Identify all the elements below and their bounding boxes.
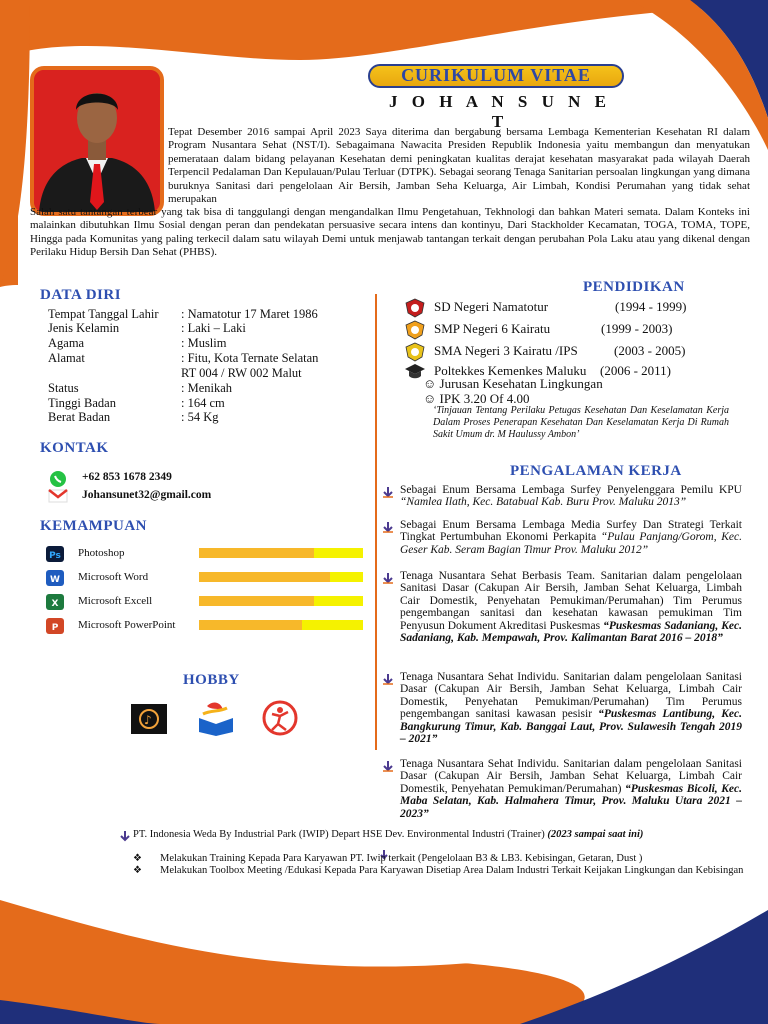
photoshop-icon xyxy=(45,545,65,563)
experience-text: Sebagai Enum Bersama Lembaga Surfey Penyelenggara Pemilu KPU xyxy=(400,484,742,496)
excel-icon xyxy=(45,593,65,611)
experience-text: Tenaga Nusantara Sehat Berbasis Team. Sanitarian dalam pengelolaan Sanitasi Dasar (Cakupan Air Bersih, Jamban Sehat Keluarga, Limbah Cair Domestik, Penyehatan Pemukiman/Perumahan) Tim Perumus pengembangan sanitasi dan kesehatan kawasan pemukiman Tim Penyusun Dokument Akreditasi Puskesmas xyxy=(400,570,742,632)
intro-paragraph-2: Salah satu tantangan terbear yang tak bisa di tanggulangi dengan mengandalkan Ilmu Pengetahuan, Tekhnologi dan bahkan Materi semata. Dalam Konteks ini malainkan dibutuhkan Ilmu Sosial dengan peran dan pendekatan persuasive secara intens dan kontinyu, Dari Stackholder Kecamatan, TOGA, TOMA, TOPE, Hingga pada Komunitas yang paling terkecil dalam satu wilayah Demi untuk menjawab tantangan terkait dengan perubahan Pola Laku atau yang dikenal dengan Perilaku Hidup Bersih Dan Sehat (PHBS). xyxy=(30,206,750,259)
personal-data-row xyxy=(48,366,378,381)
kontak-heading: KONTAK xyxy=(40,440,109,456)
experience-location: “Puskesmas Bicoli, Kec. Maba Selatan, Kab. Halmahera Timur, Prov. Maluku Utara 2021 – 2023” xyxy=(400,782,742,820)
iwip-bullet-text: Melakukan Training Kepada Para Karyawan PT. Iwip terkait (Pengelolaan B3 & LB3. Kebisingan, Getaran, Dust ) xyxy=(160,853,643,864)
personal-data-row xyxy=(48,307,378,322)
profile-photo xyxy=(30,66,164,216)
school-logo-icon xyxy=(404,320,426,340)
personal-data-label: Agama xyxy=(48,336,85,350)
experience-text: Tenaga Nusantara Sehat Individu. Sanitarian dalam pengelolaan Sanitasi Dasar (Cakupan Air Bersih, Jamban Sehat Keluarga, Limbah Cair Domestik, Penyehatan Pemukiman/Perumahan) xyxy=(400,758,742,795)
skill-level-fill xyxy=(199,572,330,582)
school-logo-icon xyxy=(404,342,426,362)
personal-data-label: Tinggi Badan xyxy=(48,396,116,410)
personal-data-row xyxy=(48,351,378,366)
education-years: (1994 - 1999) xyxy=(615,299,687,314)
experience-location: “Puskesmas Sadaniang, Kec. Sadaniang, Kab. Mempawah, Prov. Kalimantan Barat 2016 – 2018” xyxy=(400,619,742,645)
education-years: (2003 - 2005) xyxy=(614,343,686,358)
personal-data-value: : Muslim xyxy=(180,336,227,350)
arrow-bullet-icon xyxy=(382,485,394,497)
personal-data-value: : Namatotur 17 Maret 1986 xyxy=(180,307,318,321)
iwip-title: PT. Indonesia Weda By Industrial Park (IWIP) Depart HSE Dev. Environmental Industri (Trainer) xyxy=(133,829,545,840)
personal-data-label: Jenis Kelamin xyxy=(48,321,120,335)
personal-data-row xyxy=(48,396,378,411)
whatsapp-icon xyxy=(48,470,68,488)
education-years: (1999 - 2003) xyxy=(601,321,673,336)
education-school: SD Negeri Namatotur xyxy=(434,299,549,314)
powerpoint-icon xyxy=(45,617,65,635)
column-divider xyxy=(375,294,377,750)
iwip-entry xyxy=(133,829,763,840)
experience-location: “Namlea Ilath, Kec. Batabual Kab. Buru Prov. Maluku 2013” xyxy=(400,496,687,509)
experience-item xyxy=(400,570,742,644)
skill-level-bar xyxy=(199,548,363,558)
skill-label: Microsoft PowerPoint xyxy=(78,619,176,631)
skill-label: Photoshop xyxy=(78,547,125,559)
personal-data-row xyxy=(48,336,378,351)
personal-data-value: : 164 cm xyxy=(180,396,225,410)
skill-level-fill xyxy=(199,548,314,558)
svg-text:P: P xyxy=(51,623,59,633)
personal-data-value: : 54 Kg xyxy=(180,410,219,424)
personal-data-row xyxy=(48,410,378,425)
arrow-bullet-icon xyxy=(382,520,394,532)
arrow-bullet-icon xyxy=(382,571,394,583)
arrow-bullet-icon xyxy=(119,829,131,841)
pengalaman-heading: PENGALAMAN KERJA xyxy=(510,463,682,479)
word-icon xyxy=(45,569,65,587)
svg-text:W: W xyxy=(50,575,60,585)
personal-data-label: Alamat xyxy=(48,351,85,365)
arrow-bullet-icon xyxy=(382,759,394,771)
reading-icon xyxy=(193,698,239,736)
education-years: (2006 - 2011) xyxy=(600,363,672,378)
experience-text: Tenaga Nusantara Sehat Individu. Sanitarian dalam pengelolaan Sanitasi Dasar (Cakupan Air Bersih, Jamban Sehat Keluarga, Limbah Cair Domestik, Penyehatan Pemukiman/Perumahan) Tim Perumus pengembangan sanitasi kawasan pesisir xyxy=(400,671,742,721)
experience-item xyxy=(400,519,742,556)
pendidikan-heading: PENDIDIKAN xyxy=(583,279,685,295)
education-school: SMA Negeri 3 Kairatu /IPS xyxy=(434,343,578,358)
diamond-bullet-icon: ❖ xyxy=(133,853,142,864)
personal-data-label: Tempat Tanggal Lahir xyxy=(48,307,159,321)
phone-number[interactable]: +62 853 1678 2349 xyxy=(82,471,172,483)
experience-text: Sebagai Enum Bersama Lembaga Media Surfey Dan Strategi Terkait Tingkat Pertumbuhan Ekonomi Perkapita xyxy=(400,519,742,544)
personal-data-row xyxy=(48,381,378,396)
personal-data-value: RT 004 / RW 002 Malut xyxy=(180,366,302,380)
kemampuan-heading: KEMAMPUAN xyxy=(40,518,147,534)
skill-level-bar xyxy=(199,596,363,606)
iwip-period: (2023 sampai saat ini) xyxy=(547,829,644,840)
thesis-title: ‘Tinjauan Tentang Perilaku Petugas Kesehatan Dan Keselamatan Kerja Dalam Proses Penerapan Kesehatan Dan Keselamatan Kerja Di Rumah Sakit Umum dr. M Haulussy Ambon’ xyxy=(433,405,729,440)
skill-level-fill xyxy=(199,620,302,630)
skill-level-bar xyxy=(199,572,363,582)
personal-data-label: Status xyxy=(48,381,79,395)
jurusan-text: ☺ Jurusan Kesehatan Lingkungan xyxy=(423,376,603,391)
svg-text:X: X xyxy=(51,599,59,609)
school-logo-icon xyxy=(404,298,426,318)
candidate-name: J O H A N S U N E T xyxy=(389,92,611,131)
experience-location: “Puskesmas Lantibung, Kec. Bangkurung Timur, Kab. Banggai Laut, Prov. Sulawesih Tengah 2019 – 2021” xyxy=(400,708,742,746)
skill-label: Microsoft Word xyxy=(78,571,149,583)
personal-data-value: : Fitu, Kota Ternate Selatan xyxy=(180,351,319,365)
personal-data-row xyxy=(48,321,378,336)
data-diri-heading: DATA DIRI xyxy=(40,287,122,303)
cv-title-banner: CURIKULUM VITAE xyxy=(368,64,624,88)
experience-item xyxy=(400,484,742,509)
hobby-heading: HOBBY xyxy=(183,672,240,688)
music-icon xyxy=(131,704,167,734)
skill-level-fill xyxy=(199,596,314,606)
svg-text:Ps: Ps xyxy=(49,551,61,561)
personal-data-label xyxy=(48,366,181,381)
intro-paragraph-1: Tepat Desember 2016 sampai April 2023 Saya diterima dan bergabung bersama Lembaga Kementerian Kesehatan RI dalam Program Nusantara Sehat (NST/I). Sebagaimana Nawacita Presiden Republik Indonesia yaitu membangun dan menyatukan pemerataan dalam bidang pelayanan Kesehatan demi peningkatan kualitas derajat kesehatan masyarakat pada wilayah Daerah Terpencil Pedalaman Dan Kepulauan/Pulau Terluar (DTPK). Sebagai seorang Tenaga Sanitarian persoalan lingkungan yang dimana buruknya Sanitasi dari pengelolaan Air Bersih, Jamban Seha Keluarga, Air Limbah, Kondisi Perumahan yang tidak sehat merupakan xyxy=(168,126,750,206)
email-address[interactable]: Johansunet32@gmail.com xyxy=(82,489,212,501)
diamond-bullet-icon: ❖ xyxy=(133,865,142,876)
ipk-text: ☺ IPK 3.20 Of 4.00 xyxy=(423,391,530,406)
personal-data-value: : Menikah xyxy=(180,381,233,395)
arrow-bullet-icon xyxy=(382,672,394,684)
personal-data-value: : Laki – Laki xyxy=(180,321,246,335)
experience-location: “Pulau Panjang/Gorom, Kec. Geser Kab. Seram Bagian Timur Prov. Maluku 2012” xyxy=(400,531,742,556)
skill-level-bar xyxy=(199,620,363,630)
experience-item xyxy=(400,758,742,820)
education-school: SMP Negeri 6 Kairatu xyxy=(434,321,551,336)
sport-icon xyxy=(258,700,302,736)
skill-label: Microsoft Excell xyxy=(78,595,153,607)
education-school: Poltekkes Kemenkes Maluku xyxy=(434,363,587,378)
svg-text:♪: ♪ xyxy=(144,713,152,727)
iwip-bullet-text: Melakukan Toolbox Meeting /Edukasi Kepada Para Karyawan Disetiap Area Dalam Industri Terkait Keijakan Lingkungan dan Kebisingan xyxy=(160,865,744,876)
experience-item xyxy=(400,671,742,745)
personal-data-label: Berat Badan xyxy=(48,410,111,424)
gmail-icon xyxy=(48,489,68,503)
